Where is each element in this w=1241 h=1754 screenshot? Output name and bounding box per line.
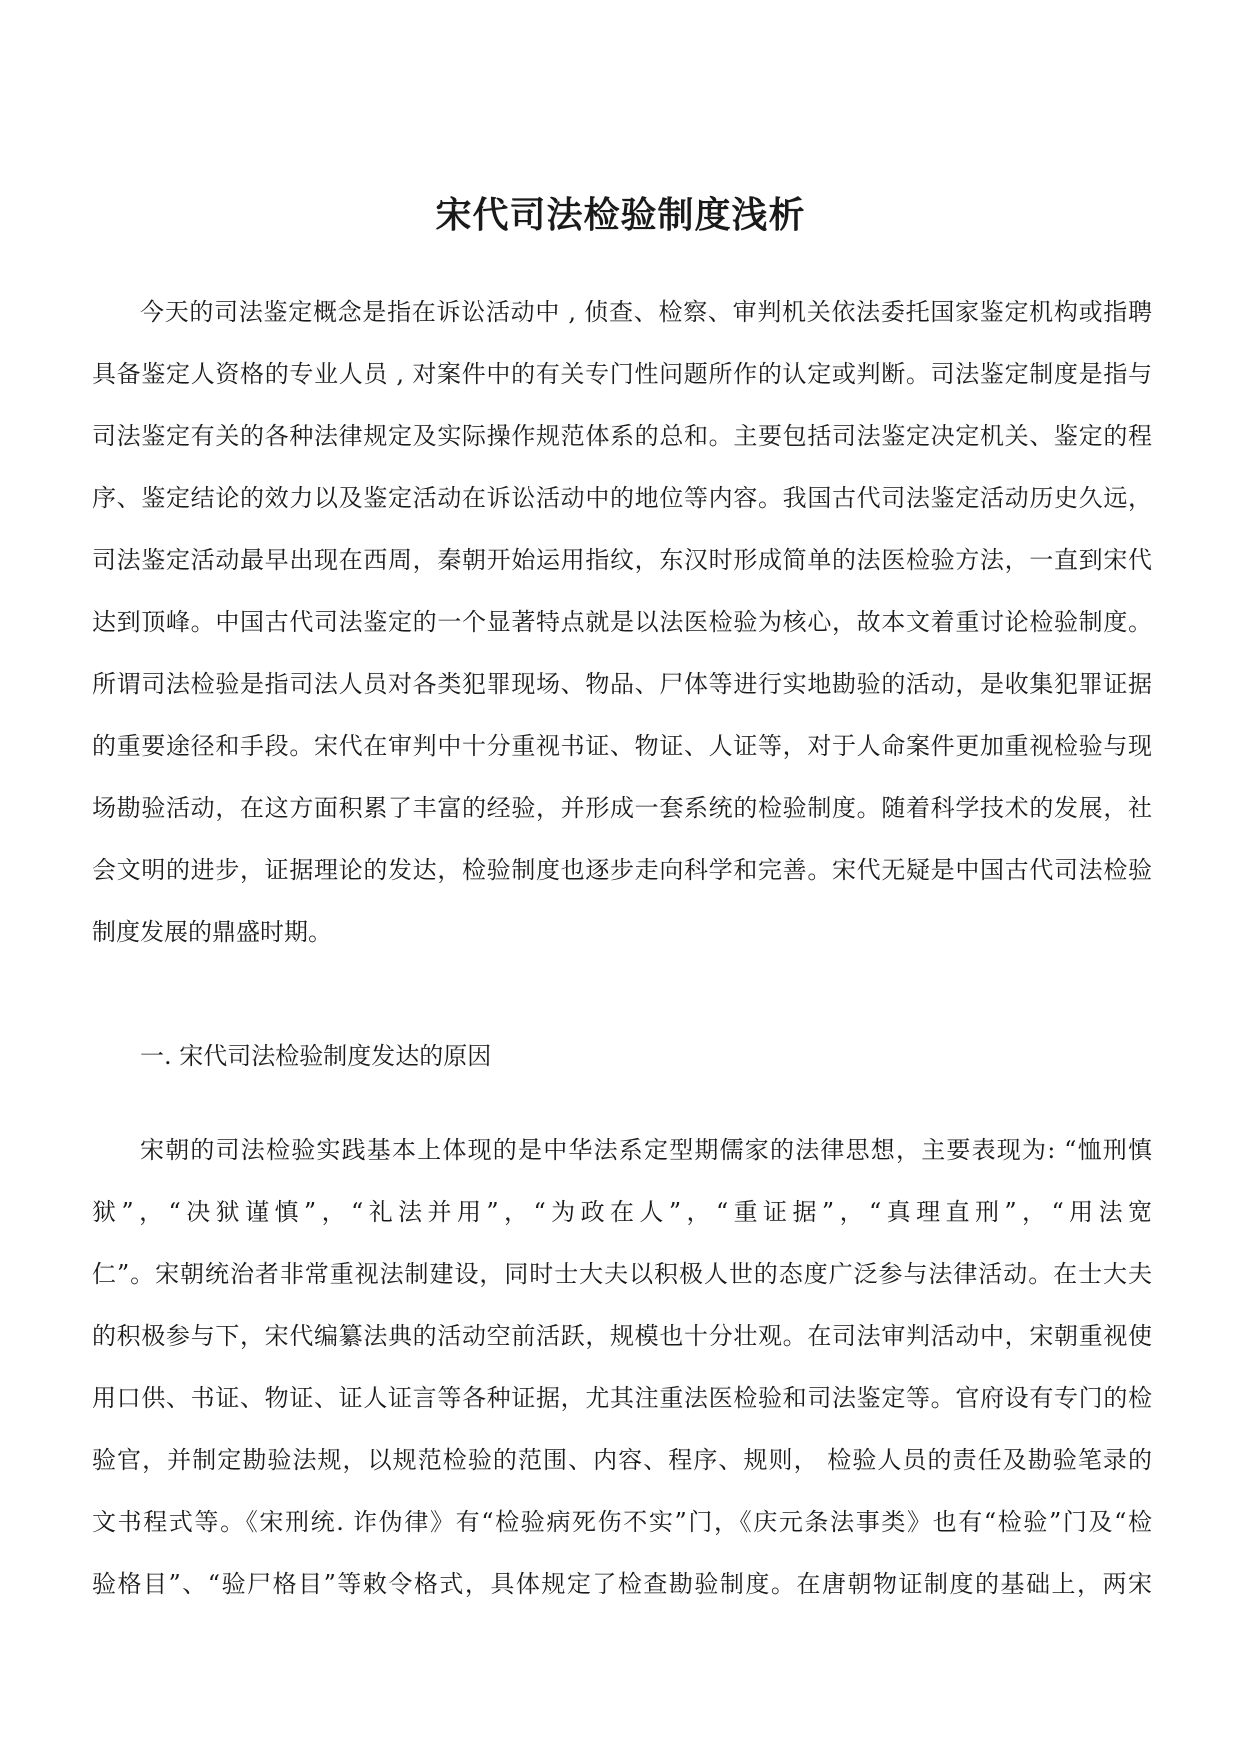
text-line: 会文明的进步，证据理论的发达，检验制度也逐步走向科学和完善。宋代无疑是中国古代司法检验 — [92, 856, 1152, 884]
text-line: 用口供、书证、物证、证人证言等各种证据，尤其注重法医检验和司法鉴定等。官府设有专门的检 — [92, 1384, 1152, 1412]
text-line: 所谓司法检验是指司法人员对各类犯罪现场、物品、尸体等进行实地勘验的活动，是收集犯罪证据 — [92, 670, 1152, 698]
text-line: 狱”，“决狱谨慎”，“礼法并用”，“为政在人”，“重证据”，“真理直刑”，“用法宽 — [92, 1198, 1152, 1226]
text-line: 仁”。宋朝统治者非常重视法制建设，同时士大夫以积极人世的态度广泛参与法律活动。在士大夫 — [92, 1260, 1152, 1288]
text-line: 序、鉴定结论的效力以及鉴定活动在诉讼活动中的地位等内容。我国古代司法鉴定活动历史久远， — [92, 484, 1152, 512]
document-title: 宋代司法检验制度浅析 — [435, 194, 806, 236]
text-line: 验格目”、“验尸格目”等敕令格式，具体规定了检查勘验制度。在唐朝物证制度的基础上，两宋 — [92, 1570, 1152, 1598]
text-line: 达到顶峰。中国古代司法鉴定的一个显著特点就是以法医检验为核心，故本文着重讨论检验制度。 — [92, 608, 1152, 636]
text-line: 文书程式等。《宋刑统. 诈伪律》有“检验病死伤不实”门，《庆元条法事类》也有“检验”门及“检 — [92, 1508, 1152, 1536]
section-heading — [92, 1025, 1152, 1087]
text-line: 司法鉴定活动最早出现在西周，秦朝开始运用指纹，东汉时形成简单的法医检验方法，一直到宋代 — [92, 546, 1152, 574]
paragraph-reasons — [92, 1119, 1152, 1615]
text-line: 的积极参与下，宋代编纂法典的活动空前活跃，规模也十分壮观。在司法审判活动中，宋朝重视使 — [92, 1322, 1152, 1350]
text-line: 制度发展的鼎盛时期。 — [92, 918, 332, 946]
text-line: 具备鉴定人资格的专业人员 , 对案件中的有关专门性问题所作的认定或判断。司法鉴定制度是指与 — [92, 360, 1152, 388]
text-line: 宋朝的司法检验实践基本上体现的是中华法系定型期儒家的法律思想，主要表现为: “恤刑慎 — [140, 1136, 1152, 1164]
text-line: 今天的司法鉴定概念是指在诉讼活动中 , 侦查、检察、审判机关依法委托国家鉴定机构或指聘 — [140, 298, 1152, 326]
paragraph-intro — [92, 281, 1152, 963]
section-heading-text: 一. 宋代司法检验制度发达的原因 — [140, 1042, 492, 1070]
text-line: 验官，并制定勘验法规，以规范检验的范围、内容、程序、规则， 检验人员的责任及勘验笔录的 — [92, 1446, 1152, 1474]
text-line: 场勘验活动，在这方面积累了丰富的经验，并形成一套系统的检验制度。随着科学技术的发展，社 — [92, 794, 1152, 822]
text-line: 的重要途径和手段。宋代在审判中十分重视书证、物证、人证等，对于人命案件更加重视检验与现 — [92, 732, 1152, 760]
text-line: 司法鉴定有关的各种法律规定及实际操作规范体系的总和。主要包括司法鉴定决定机关、鉴定的程 — [92, 422, 1152, 450]
